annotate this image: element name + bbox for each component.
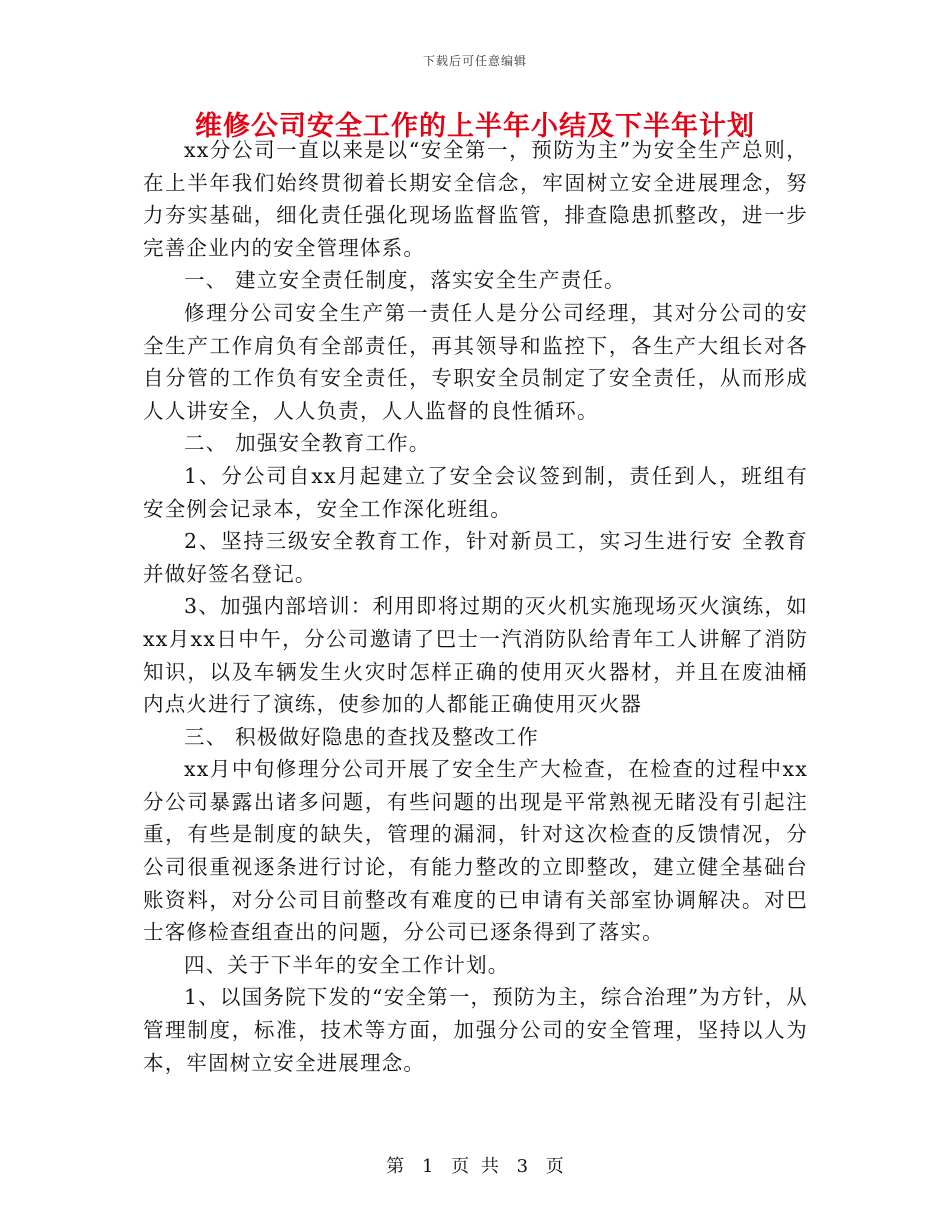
- page-prefix: 第: [386, 1156, 405, 1177]
- section-heading-2: 二、 加强安全教育工作。: [184, 431, 431, 456]
- paragraph-inspection: xx月中旬修理分公司开展了安全生产大检查，在检查的过程中xx分公司暴露出诸多问题，有些问题的出现是平常熟视无睹没有引起注重，有些是制度的缺失，管理的漏洞，针对这次检查的反馈情况，分公司很重视逐条进行讨论，有能力整改的立即整改，建立健全基础台账资料，对分公司目前整改有难度的已申请有关部室协调解决。对巴士客修检查组查出的问题，分公司已逐条得到了落实。: [143, 757, 808, 945]
- paragraph-responsibility: 修理分公司安全生产第一责任人是分公司经理，其对分公司的安全生产工作肩负有全部责任，再其领导和监控下，各生产大组长对各自分管的工作负有安全责任，专职安全员制定了安全责任，从而形成人人讲安全，人人负责，人人监督的良性循环。: [143, 300, 808, 423]
- page-number-footer: [0, 1152, 950, 1178]
- section-heading-1: 一、 建立安全责任制度，落实安全生产责任。: [184, 268, 626, 293]
- page-suffix: 页: [545, 1156, 564, 1177]
- page-current: 1: [421, 1156, 434, 1177]
- paragraph-item-3: 3、加强内部培训：利用即将过期的灭火机实施现场灭火演练，如xx月xx日中午，分公司邀请了巴士一汽消防队给青年工人讲解了消防知识，以及车辆发生火灾时怎样正确的使用灭火器材，并且在废油桶内点火进行了演练，使参加的人都能正确使用灭火器: [143, 594, 808, 717]
- paragraph-intro: xx分公司一直以来是以“安全第一，预防为主”为安全生产总则，在上半年我们始终贯彻着长期安全信念，牢固树立安全进展理念，努力夯实基础，细化责任强化现场监督监管，排查隐患抓整改，进一步完善企业内的安全管理体系。: [143, 138, 808, 260]
- document-title: 维修公司安全工作的上半年小结及下半年计划: [195, 111, 755, 142]
- page-middle: 页 共: [451, 1156, 499, 1177]
- page-total: 3: [516, 1156, 529, 1177]
- paragraph-item-1: 1、分公司自xx月起建立了安全会议签到制，责任到人，班组有安全例会记录本，安全工作深化班组。: [143, 463, 808, 521]
- document-body: [143, 134, 808, 1079]
- section-heading-4: 四、关于下半年的安全工作计划。: [184, 952, 510, 977]
- section-heading-3: 三、 积极做好隐患的查找及整改工作: [184, 724, 539, 749]
- page-header-note: 下载后可任意编辑: [422, 54, 527, 68]
- paragraph-plan-item-1: 1、以国务院下发的“安全第一，预防为主，综合治理”为方针，从管理制度，标准，技术等方面，加强分公司的安全管理，坚持以人为本，牢固树立安全进展理念。: [143, 985, 808, 1075]
- paragraph-item-2: 2、坚持三级安全教育工作，针对新员工，实习生进行安 全教育并做好签名登记。: [143, 529, 808, 586]
